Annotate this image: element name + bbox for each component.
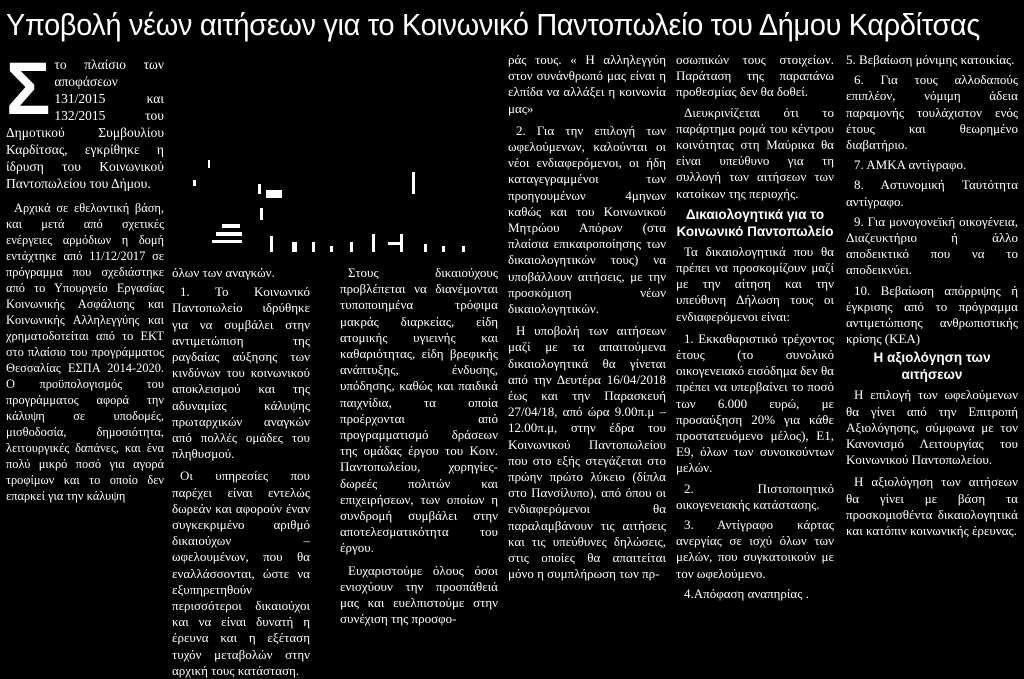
list-item: 6. Για τους αλλοδαπούς επιπλέον, νόμιμη άδεια παραμονής τουλάχιστον ενός έτους και θεωρημένο διαβατήριο.	[846, 72, 1018, 153]
intro-block	[6, 47, 164, 192]
body-paragraph: ράς τους. « Η αλληλεγγύη στον συνάνθρωπό μας είναι η ελπίδα να αλλάξει η κοινωνία μας»	[508, 52, 666, 116]
body-paragraph: Οι υπηρεσίες που παρέχει είναι εντελώς δωρεάν και αφορούν έναν συγκεκριμένο αριθμό δικαιούχων –ωφελουμένων, που θα εναλλάσσονται, ώστε να εξυπηρετηθούν περισσότεροι δικαιούχοι και να είναι δυνατή η έρευνα και η εξέταση τυχόν μεταβολών στην αρχική τους κατάσταση.	[172, 468, 310, 678]
body-paragraph: Αρχικά σε εθελοντική βάση, και μετά από σχετικές ενέργειες αρμόδιων η δομή εντάχτηκε από 11/12/2017 σε πρόγραμμα που σχεδιάστηκε από το Υπουργείο Εργασίας Κοινωνικής Ασφάλισης και Κοινωνικής Αλληλεγγύης και χρηματοδοτείται από το ΕΚΤ στο πλαίσιο του προγράμματος Θεσσαλίας ΕΣΠΑ 2014-2020. Ο προϋπολογισμός του προγράμματος αφορά την κάλυψη σε υποδομές, μισθοδοσία, δημοσιότητα, λειτουργικές δαπάνες, και ένα πολύ μικρό ποσό για αγορά τροφίμων και το οποίο δεν επαρκεί για την κάλυψη	[6, 201, 164, 503]
body-paragraph: οσωπικών τους στοιχείων. Παράταση της παραπάνω προθεσμίας δεν θα δοθεί.	[676, 52, 834, 100]
body-paragraph: Στους δικαιούχους προβλέπεται να διανέμονται τυποποιημένα τρόφιμα μακράς διαρκείας, είδη ατομικής υγιεινής και καθαριότητας, είδη βρεφικής ανάπτυξης, ένδυσης, υπόδησης, καθώς και παιδικά παιχνίδια, τα οποία προέρχονται από προγραμματισμό δράσεων της ομάδας έργου του Κοιν. Παντοπωλείου, χορηγίες-δωρεές πολιτών και επιχειρήσεων, των οποίων η συνδρομή συμβάλει στην αποτελεσματικότητα του έργου.	[340, 265, 498, 556]
body-paragraph: Διευκρινίζεται ότι το παράρτημα ρομά του κέντρου κοινότητας στη Μαύρικα θα είναι υπεύθυνο για τη συλλογή των αιτήσεων των κατοίκων της περιοχής.	[676, 104, 834, 201]
list-item: 3. Αντίγραφο κάρτας ανεργίας σε ισχύ όλων των μελών, που συγκατοικούν με τον ωφελούμενο.	[676, 517, 834, 581]
drop-cap: Σ	[6, 47, 51, 130]
column-5	[676, 52, 834, 602]
list-item: 4.Απόφαση αναπηρίας .	[684, 585, 809, 601]
list-item: 1. Εκκαθαριστικό τρέχοντος έτους (το συνολικό οικογενειακό εισόδημα δεν θα πρέπει να υπερβαίνει το ποσό των 6.000 ευρώ, με προσαύξηση 20% για κάθε προστατευόμενο μέλος), Ε1, Ε9, όλων των συνοικούντων μελών.	[676, 330, 834, 476]
body-paragraph: Η επιλογή των ωφελούμενων θα γίνει από την Επιτροπή Αξιολόγησης, σύμφωνα με τον Κανονισμό Λειτουργίας του Κοινωνικού Παντοπωλείου.	[846, 387, 1018, 468]
list-item: 8. Αστυνομική Ταυτότητα αντίγραφο.	[846, 177, 1018, 209]
column-2	[172, 265, 310, 679]
intro-text: το πλαίσιο των αποφάσεων 131/2015 και 132/2015 του Δημοτικού Συμβουλίου Καρδίτσας, εγκρίθηκε η ίδρυση του Κοινωνικού Παντοπωλείου του Δήμου.	[6, 57, 164, 191]
list-item: 9. Για μονογονεϊκή οικογένεια, Διαζευκτήριο ή άλλο αποδεικτικό που να το αποδεικνύει.	[846, 213, 1018, 278]
column-4	[508, 52, 666, 583]
list-item: 2. Πιστοποιητικό οικογενειακής κατάστασης.	[676, 480, 834, 512]
list-item: 7. ΑΜΚΑ αντίγραφο.	[854, 157, 967, 173]
body-paragraph: Ευχαριστούμε όλους όσοι ενισχύουν την προσπάθειά μας και ευελπιστούμε στην συνέχιση της προσφο-	[340, 562, 498, 627]
body-paragraph: 2. Για την επιλογή των ωφελούμενων, καλούνται οι νέοι ενδιαφερόμενοι, οι ήδη καταγεγραμμένοι των προηγουμένων 4μηνων καθώς και του Κοινωνικού Μητρώου Απόρων (στα πλαίσια επικαιροποίησης των δικαιολογητικών τους) να υποβάλλουν αιτήσεις, με την προσκόμιση νέων δικαιολογητικών.	[508, 122, 666, 317]
article-headline: Υποβολή νέων αιτήσεων για το Κοινωνικό Παντοπωλείο του Δήμου Καρδίτσας	[6, 7, 981, 42]
body-paragraph: Τα δικαιολογητικά που θα πρέπει να προσκομίζουν μαζί με την αίτηση και την υπεύθυνη Δήλωση τους οι ενδιαφερόμενοι είναι:	[676, 243, 834, 324]
list-item: 10. Βεβαίωση απόρριψης ή έγκρισης από το πρόγραμμα αντιμετώπισης ανθρωπιστικής κρίσης (ΚΕΑ)	[846, 282, 1018, 347]
body-paragraph: όλων των αναγκών.	[172, 265, 275, 280]
body-paragraph: 1. Το Κοινωνικό Παντοπωλείο ιδρύθηκε για να συμβάλει στην αντιμετώπιση της ραγδαίας αύξησης των κινδύνων του κοινωνικού αποκλεισμού και της αδυναμίας κάλυψης πρωταρχικών αναγκών από πολλές ομάδες του πληθυσμού.	[172, 284, 310, 462]
body-paragraph: Η υποβολή των αιτήσεων μαζί με τα απαιτούμενα δικαιολογητικά θα γίνεται από την Δευτέρα 16/04/2018 έως και την Παρασκευή 27/04/18, από ώρα 9.00π.μ – 12.00π.μ, στην έδρα του Κοινωνικού Παντοπωλείου που στο εξής στεγάζεται στο πρώην πρώτο λύκειο (δίπλα στο Πανσίλυπο), από όπου οι ενδιαφερόμενοι θα παραλαμβάνουν τις αιτήσεις και τις υπεύθυνες δηλώσεις, στις οποίες θα απαιτείται μόνο η συμπλήρωση των πρ-	[508, 323, 666, 582]
section-heading-evaluation: Η αξιολόγηση των αιτήσεων	[873, 350, 991, 383]
list-item: 5. Βεβαίωση μόνιμης κατοικίας.	[846, 52, 1015, 67]
column-1	[6, 47, 164, 504]
article-photo	[172, 150, 472, 262]
column-6	[846, 52, 1018, 539]
section-heading-documents: Δικαιολογητικά για το Κοινωνικό Παντοπωλείο	[676, 206, 834, 239]
column-3	[340, 265, 498, 627]
body-paragraph: Η αξιολόγηση των αιτήσεων θα γίνει με βάση τα προσκομισθέντα δικαιολογητικά και κατόπιν κοινωνικής έρευνας.	[846, 474, 1018, 539]
